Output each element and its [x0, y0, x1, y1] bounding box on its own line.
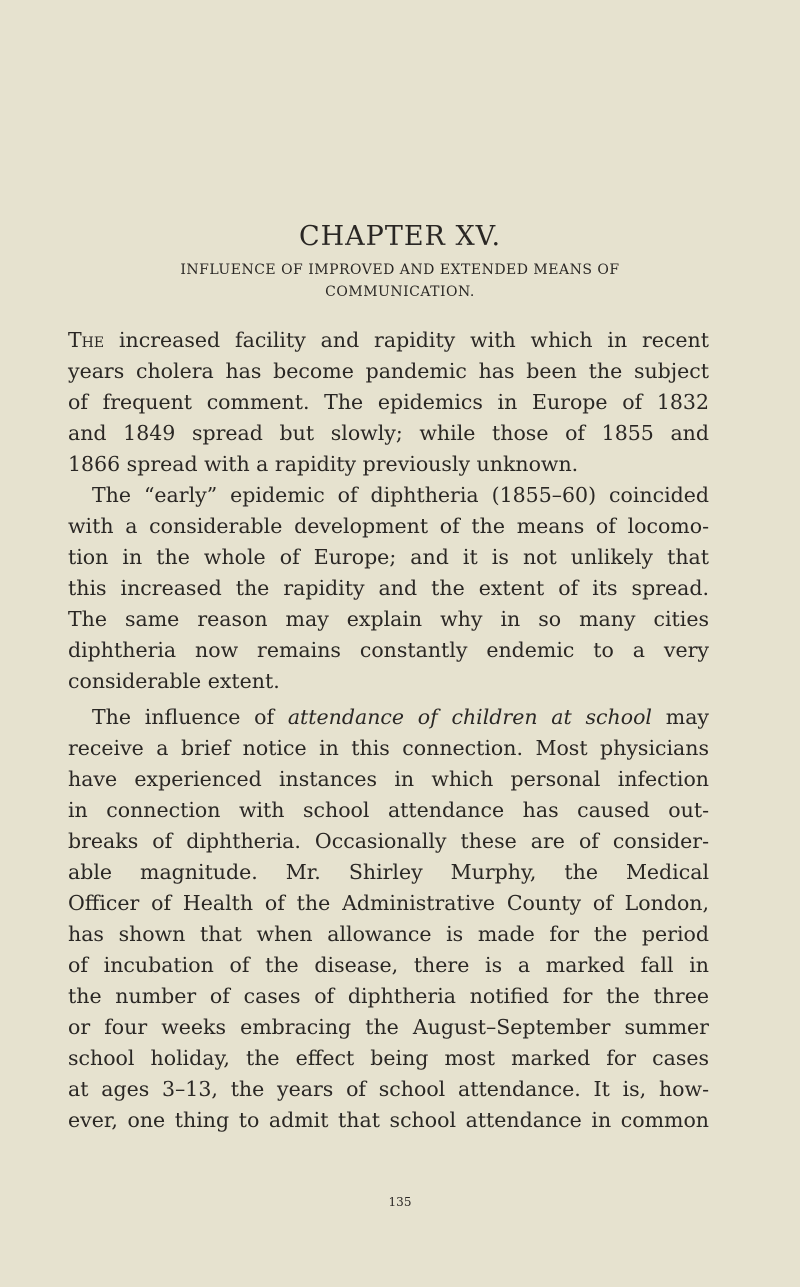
body-line-13 — [68, 707, 709, 728]
body-line-11: diphtheria now remains constantly endemic to a very — [68, 638, 709, 662]
body-line-22: the number of cases of diphtheria notified for the three — [68, 984, 709, 1008]
body-line-20: has shown that when allowance is made for the period — [68, 922, 709, 946]
chapter-subtitle-line-1: INFLUENCE OF IMPROVED AND EXTENDED MEANS OF — [180, 262, 620, 278]
body-line-17: breaks of diphtheria. Occasionally these are of consider- — [68, 829, 709, 853]
body-line-21: of incubation of the disease, there is a marked fall in — [68, 953, 709, 977]
body-line-24: school holiday, the effect being most marked for cases — [68, 1046, 709, 1070]
body-line-18: able magnitude. Mr. Shirley Murphy, the Medical — [68, 860, 709, 884]
body-line-5: 1866 spread with a rapidity previously unknown. — [68, 452, 579, 476]
body-line-12: considerable extent. — [68, 669, 280, 693]
body-line-19: Officer of Health of the Administrative County of London, — [68, 891, 709, 915]
body-line-13-start: The influence of — [92, 705, 288, 729]
body-line-13-end: may — [651, 705, 709, 729]
body-line-8: tion in the whole of Europe; and it is not unlikely that — [68, 545, 709, 569]
body-line-4: and 1849 spread but slowly; while those of 1855 and — [68, 421, 709, 445]
body-line-10: The same reason may explain why in so many cities — [68, 607, 709, 631]
body-line-23: or four weeks embracing the August–September summer — [68, 1015, 709, 1039]
body-line-1-rest: increased facility and rapidity with which in recent — [104, 328, 709, 352]
body-line-1-smallcaps: The — [68, 328, 105, 352]
body-line-15: have experienced instances in which personal infection — [68, 767, 709, 791]
chapter-title: CHAPTER XV. — [298, 221, 502, 252]
page-number: 135 — [388, 1195, 412, 1209]
body-line-16: in connection with school attendance has caused out- — [68, 798, 709, 822]
body-line-13-italic: attendance of children at school — [287, 705, 652, 729]
body-line-25: at ages 3–13, the years of school attendance. It is, how- — [68, 1077, 709, 1101]
body-line-1 — [68, 330, 709, 351]
body-line-6: The “early” epidemic of diphtheria (1855–60) coincided — [92, 483, 709, 507]
body-line-2: years cholera has become pandemic has been the subject — [68, 359, 709, 383]
body-line-9: this increased the rapidity and the extent of its spread. — [68, 576, 709, 600]
body-line-26: ever, one thing to admit that school attendance in common — [68, 1108, 709, 1132]
body-line-7: with a considerable development of the means of locomo- — [68, 514, 709, 538]
chapter-subtitle-line-2: COMMUNICATION. — [325, 284, 475, 300]
body-line-3: of frequent comment. The epidemics in Europe of 1832 — [68, 390, 709, 414]
body-line-14: receive a brief notice in this connection. Most physicians — [68, 736, 709, 760]
